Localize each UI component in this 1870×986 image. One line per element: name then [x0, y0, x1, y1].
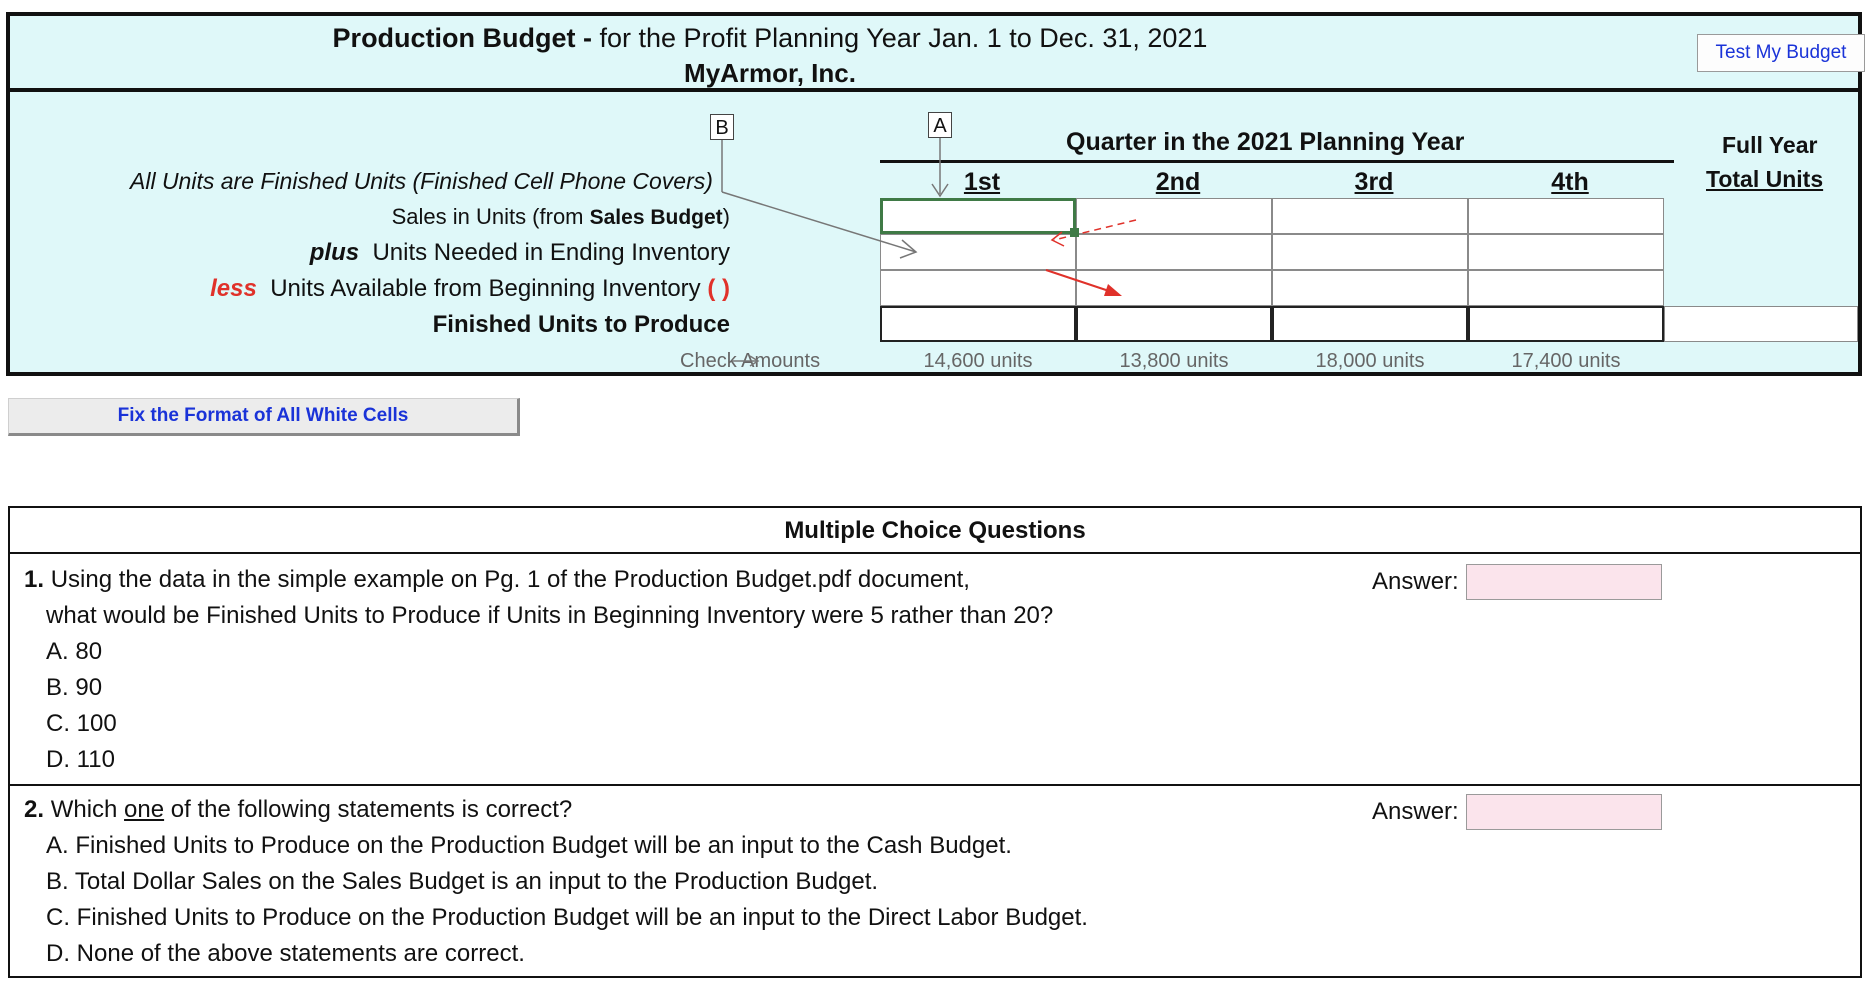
- q2-answer-input[interactable]: [1466, 794, 1662, 830]
- less-word: less: [210, 275, 257, 302]
- sales-label-prefix: Sales in Units (from: [391, 204, 590, 229]
- q1-answer-input[interactable]: [1466, 564, 1662, 600]
- company-name: MyArmor, Inc.: [684, 58, 856, 88]
- marker-b: B: [710, 114, 734, 140]
- sales-label-suffix: ): [722, 204, 730, 229]
- q1-line2: what would be Finished Units to Produce if Units in Beginning Inventory were 5 rather than 20?: [46, 602, 1054, 629]
- budget-title-rest: for the Profit Planning Year Jan. 1 to Dec. 31, 2021: [599, 23, 1208, 53]
- less-label-text: Units Available from Beginning Inventory: [270, 275, 701, 302]
- full-year-line1: Full Year: [1722, 132, 1818, 158]
- q2-pre: Which: [50, 796, 125, 823]
- mcq-panel: [8, 506, 1862, 978]
- quarter-1-header: 1st: [963, 168, 1001, 196]
- quarter-3-header: 3rd: [1354, 168, 1394, 196]
- q2-option-c: C. Finished Units to Produce on the Production Budget will be an input to the Direct Labor Budget.: [46, 904, 1088, 931]
- q1-number: 1.: [24, 566, 45, 593]
- q2-post: of the following statements is correct?: [164, 796, 573, 823]
- q1-option-c: C. 100: [46, 710, 117, 737]
- check-amount-q2: 13,800 units: [1119, 350, 1229, 372]
- quarter-2-header: 2nd: [1155, 168, 1201, 196]
- q2-option-d: D. None of the above statements are correct.: [46, 940, 525, 967]
- check-amount-q4: 17,400 units: [1511, 350, 1621, 372]
- row-label-produce: Finished Units to Produce: [432, 311, 730, 338]
- q2-underlined: one: [124, 796, 165, 823]
- quarter-4-header: 4th: [1551, 168, 1589, 196]
- q1-line1-text: Using the data in the simple example on Pg. 1 of the Production Budget.pdf document,: [50, 566, 970, 593]
- full-year-line2: Total Units: [1706, 166, 1824, 192]
- test-my-budget-button[interactable]: Test My Budget: [1697, 34, 1865, 72]
- annotation-arrows: [10, 16, 1858, 372]
- sales-label-bold: Sales Budget: [589, 206, 723, 229]
- q-divider: [10, 784, 1860, 786]
- q2-line1: [24, 792, 572, 828]
- q1-line1: [24, 562, 970, 598]
- check-amounts-label: Check Amounts: [680, 350, 821, 372]
- less-parens: ( ): [707, 275, 730, 302]
- plus-word: plus: [309, 239, 360, 266]
- q2-number: 2.: [24, 796, 45, 823]
- marker-a: A: [928, 112, 952, 138]
- q2-option-b: B. Total Dollar Sales on the Sales Budget is an input to the Production Budget.: [46, 868, 879, 895]
- check-amount-q1: 14,600 units: [923, 350, 1033, 372]
- fix-format-button[interactable]: Fix the Format of All White Cells: [8, 398, 520, 436]
- plus-label-text: Units Needed in Ending Inventory: [372, 239, 730, 266]
- budget-title-bold: Production Budget -: [332, 23, 600, 53]
- production-budget-panel: [6, 12, 1862, 376]
- q1-option-d: D. 110: [46, 746, 115, 773]
- q1-option-a: A. 80: [46, 638, 103, 665]
- mcq-header: Multiple Choice Questions: [10, 508, 1860, 554]
- check-amount-q3: 18,000 units: [1315, 350, 1425, 372]
- q1-answer-label: Answer:: [1372, 568, 1459, 595]
- q2-option-a: A. Finished Units to Produce on the Production Budget will be an input to the Cash Budget.: [46, 832, 1012, 859]
- quarter-header: Quarter in the 2021 Planning Year: [1066, 128, 1465, 156]
- q1-option-b: B. 90: [46, 674, 103, 701]
- q2-answer-label: Answer:: [1372, 798, 1459, 825]
- units-note: All Units are Finished Units (Finished Cell Phone Covers): [130, 168, 713, 194]
